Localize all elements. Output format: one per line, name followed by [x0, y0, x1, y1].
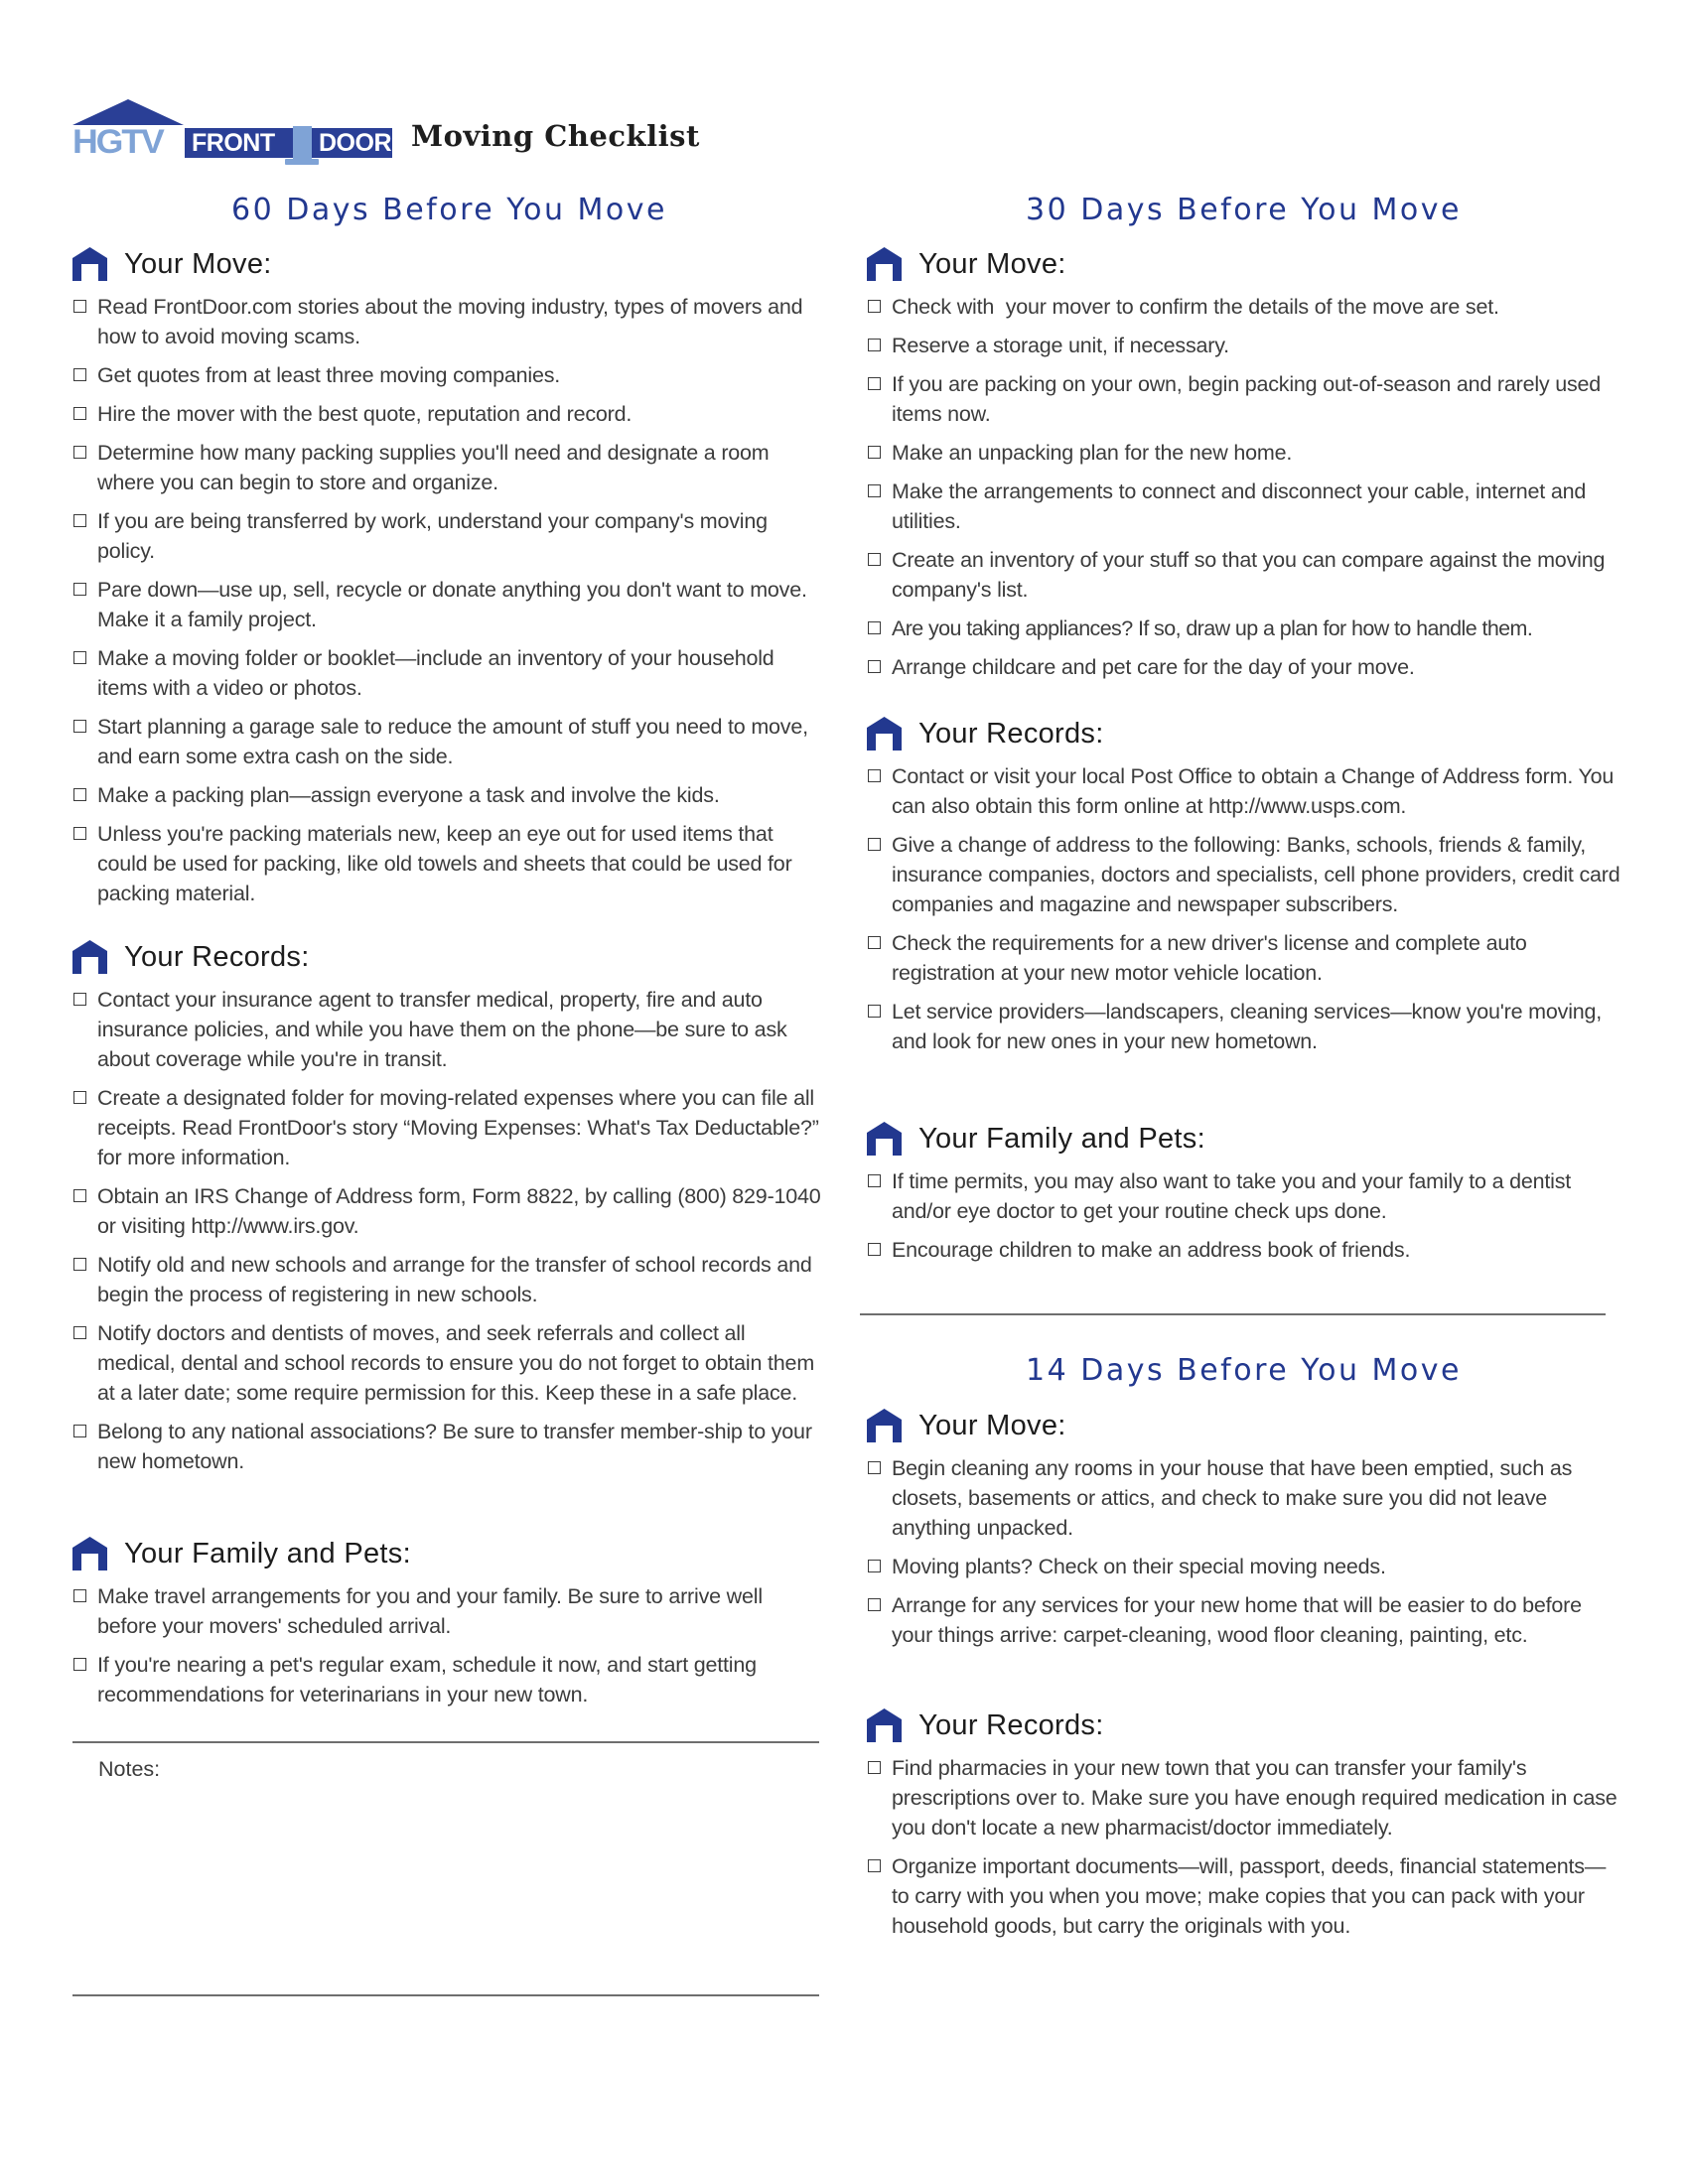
checkbox[interactable] — [868, 553, 881, 566]
checkbox[interactable] — [73, 1658, 86, 1671]
checklist-item: Hire the mover with the best quote, reputation and record. — [72, 399, 822, 429]
checklist-your-records-14 — [867, 1753, 1621, 1950]
section-title: Your Family and Pets: — [124, 1537, 411, 1570]
checklist-item: Create a designated folder for moving-related expenses where you can file all receipts. Read FrontDoor's story “Moving Expenses: What's Tax Deductable?” for more information. — [72, 1083, 822, 1172]
checklist-item: If you are being transferred by work, understand your company's moving policy. — [72, 506, 822, 566]
checklist-item: Read FrontDoor.com stories about the moving industry, types of movers and how to avoid moving scams. — [72, 292, 822, 351]
checklist-item: Contact or visit your local Post Office to obtain a Change of Address form. You can also obtain this form online at http://www.usps.com. — [867, 761, 1621, 821]
checklist-item: Begin cleaning any rooms in your house that have been emptied, such as closets, basements or attics, and check to make sure you did not leave anything unpacked. — [867, 1453, 1621, 1543]
section-title: Your Family and Pets: — [918, 1122, 1205, 1155]
checklist-item: Give a change of address to the following: Banks, schools, friends & family, insurance companies, doctors and specialists, cell phone providers, credit card companies and magazine and newspaper subscribers. — [867, 830, 1621, 919]
notes-label: Notes: — [98, 1757, 161, 1781]
page-title: Moving Checklist — [411, 119, 700, 153]
checkbox[interactable] — [73, 1091, 86, 1104]
checklist-your-records-60 — [72, 985, 822, 1485]
checkbox[interactable] — [868, 1560, 881, 1572]
checkbox[interactable] — [868, 660, 881, 673]
logo-door-base — [285, 159, 319, 165]
section-header-your-records-14 — [867, 1707, 1104, 1743]
checkbox[interactable] — [868, 621, 881, 634]
checklist-item: Make an unpacking plan for the new home. — [867, 438, 1621, 468]
checkbox[interactable] — [73, 651, 86, 664]
checklist-family-pets-60 — [72, 1581, 822, 1718]
checklist-item: Are you taking appliances? If so, draw up a plan for how to handle them. — [867, 614, 1621, 643]
section-title: Your Move: — [124, 247, 272, 280]
checklist-item: Encourage children to make an address book of friends. — [867, 1235, 1621, 1265]
checklist-item: If you're nearing a pet's regular exam, schedule it now, and start getting recommendations for veterinarians in your new town. — [72, 1650, 822, 1709]
checklist-item: Make a packing plan—assign everyone a task and involve the kids. — [72, 780, 822, 810]
checkbox[interactable] — [868, 1005, 881, 1018]
house-icon — [72, 940, 107, 974]
checklist-item: Organize important documents—will, passport, deeds, financial statements—to carry with you when you move; make copies that you can pack with your household goods, but carry the originals with you. — [867, 1851, 1621, 1941]
logo-front-text: FRONT — [192, 129, 275, 157]
notes-bottom-rule — [72, 1994, 819, 1996]
checkbox[interactable] — [868, 1243, 881, 1256]
checkbox[interactable] — [868, 769, 881, 782]
checklist-item: Belong to any national associations? Be sure to transfer member-ship to your new hometown. — [72, 1417, 822, 1476]
checklist-item: Determine how many packing supplies you'll need and designate a room where you can begin to store and organize. — [72, 438, 822, 497]
checklist-item: Notify old and new schools and arrange for the transfer of school records and begin the process of registering in new schools. — [72, 1250, 822, 1309]
section-header-family-pets-30 — [867, 1121, 1205, 1157]
section-header-your-move-14 — [867, 1408, 1066, 1443]
checklist-item: If time permits, you may also want to take you and your family to a dentist and/or eye doctor to get your routine check ups done. — [867, 1166, 1621, 1226]
house-icon — [867, 1122, 902, 1156]
checklist-item: Make the arrangements to connect and disconnect your cable, internet and utilities. — [867, 477, 1621, 536]
checklist-item: Check with your mover to confirm the details of the move are set. — [867, 292, 1621, 322]
checklist-item: Unless you're packing materials new, keep an eye out for used items that could be used for packing, like old towels and sheets that could be used for packing material. — [72, 819, 822, 908]
section-divider — [860, 1313, 1606, 1315]
checkbox[interactable] — [868, 1761, 881, 1774]
house-icon — [867, 1708, 902, 1742]
checkbox[interactable] — [868, 936, 881, 949]
period-heading-14-days: 14 Days Before You Move — [1026, 1353, 1462, 1388]
checklist-your-records-30 — [867, 761, 1621, 1065]
checkbox[interactable] — [73, 1425, 86, 1437]
checkbox[interactable] — [73, 1326, 86, 1339]
checklist-item: Get quotes from at least three moving companies. — [72, 360, 822, 390]
checklist-item: Make a moving folder or booklet—include an inventory of your household items with a video or photos. — [72, 643, 822, 703]
section-header-your-move-60 — [72, 246, 272, 282]
house-icon — [72, 1537, 107, 1570]
checklist-item: Let service providers—landscapers, cleaning services—know you're moving, and look for new ones in your new hometown. — [867, 997, 1621, 1056]
checklist-item: Contact your insurance agent to transfer medical, property, fire and auto insurance policies, and while you have them on the phone—be sure to ask about coverage while you're in transit. — [72, 985, 822, 1074]
logo-roof-icon — [72, 99, 184, 125]
logo-door-icon — [293, 126, 312, 162]
section-title: Your Records: — [918, 717, 1104, 750]
checklist-your-move-60 — [72, 292, 822, 917]
checkbox[interactable] — [868, 1598, 881, 1611]
house-icon — [72, 247, 107, 281]
section-title: Your Records: — [124, 940, 310, 973]
section-title: Your Move: — [918, 247, 1066, 280]
house-icon — [867, 247, 902, 281]
checklist-item: Check the requirements for a new driver's license and complete auto registration at your new motor vehicle location. — [867, 928, 1621, 988]
checkbox[interactable] — [73, 827, 86, 840]
checkbox[interactable] — [73, 300, 86, 313]
checkbox[interactable] — [868, 838, 881, 851]
checklist-item: Find pharmacies in your new town that you can transfer your family's prescriptions over to. Make sure you have enough required medication in case you don't locate a new pharmacist/doctor immediately. — [867, 1753, 1621, 1843]
checklist-item: If you are packing on your own, begin packing out-of-season and rarely used items now. — [867, 369, 1621, 429]
checkbox[interactable] — [73, 1258, 86, 1271]
checklist-item: Moving plants? Check on their special moving needs. — [867, 1552, 1621, 1581]
section-header-family-pets-60 — [72, 1536, 411, 1571]
section-header-your-records-30 — [867, 716, 1104, 751]
checkbox[interactable] — [73, 788, 86, 801]
checkbox[interactable] — [73, 514, 86, 527]
checklist-item: Reserve a storage unit, if necessary. — [867, 331, 1621, 360]
checkbox[interactable] — [868, 1859, 881, 1872]
checkbox[interactable] — [73, 446, 86, 459]
checkbox[interactable] — [868, 300, 881, 313]
logo-door-text: DOOR — [319, 129, 391, 157]
checkbox[interactable] — [73, 1189, 86, 1202]
house-icon — [867, 717, 902, 751]
hgtv-frontdoor-logo — [72, 99, 392, 169]
section-title: Your Records: — [918, 1708, 1104, 1741]
logo-hgtv-text: HGTV — [72, 123, 163, 161]
checkbox[interactable] — [73, 583, 86, 596]
checklist-item: Create an inventory of your stuff so that you can compare against the moving company's list. — [867, 545, 1621, 605]
checkbox[interactable] — [73, 368, 86, 381]
period-heading-60-days: 60 Days Before You Move — [231, 193, 667, 227]
checklist-family-pets-30 — [867, 1166, 1621, 1274]
checkbox[interactable] — [73, 407, 86, 420]
checkbox[interactable] — [73, 720, 86, 733]
checkbox[interactable] — [868, 484, 881, 497]
checkbox[interactable] — [73, 993, 86, 1006]
checklist-item: Arrange for any services for your new home that will be easier to do before your things arrive: carpet-cleaning, wood floor cleaning, painting, etc. — [867, 1590, 1621, 1650]
checklist-your-move-14 — [867, 1453, 1621, 1659]
checklist-item: Start planning a garage sale to reduce the amount of stuff you need to move, and earn some extra cash on the side. — [72, 712, 822, 771]
checkbox[interactable] — [73, 1589, 86, 1602]
checkbox[interactable] — [868, 339, 881, 351]
checklist-item: Arrange childcare and pet care for the day of your move. — [867, 652, 1621, 682]
house-icon — [867, 1409, 902, 1442]
checklist-item: Obtain an IRS Change of Address form, Form 8822, by calling (800) 829-1040 or visiting http://www.irs.gov. — [72, 1181, 822, 1241]
checkbox[interactable] — [868, 377, 881, 390]
section-header-your-move-30 — [867, 246, 1066, 282]
checklist-item: Make travel arrangements for you and your family. Be sure to arrive well before your movers' scheduled arrival. — [72, 1581, 822, 1641]
checklist-your-move-30 — [867, 292, 1621, 691]
period-heading-30-days: 30 Days Before You Move — [1026, 193, 1462, 227]
section-title: Your Move: — [918, 1409, 1066, 1441]
checkbox[interactable] — [868, 446, 881, 459]
checkbox[interactable] — [868, 1174, 881, 1187]
checklist-item: Notify doctors and dentists of moves, and seek referrals and collect all medical, dental and school records to ensure you do not forget to obtain them at a later date; some require permission for this. Keep these in a safe place. — [72, 1318, 822, 1408]
notes-top-rule — [72, 1741, 819, 1743]
checklist-item: Pare down—use up, sell, recycle or donate anything you don't want to move. Make it a family project. — [72, 575, 822, 634]
checkbox[interactable] — [868, 1461, 881, 1474]
section-header-your-records-60 — [72, 939, 310, 975]
